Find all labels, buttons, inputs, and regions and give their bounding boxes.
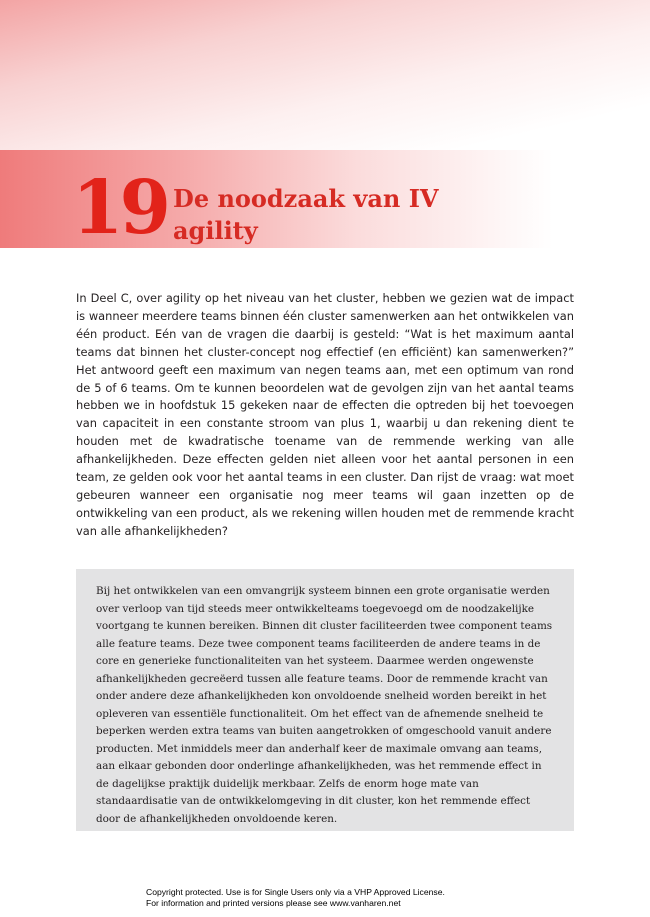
chapter-title	[173, 183, 613, 247]
intro-paragraph: In Deel C, over agility op het niveau van het cluster, hebben we gezien wat de impact is wanneer meerdere teams binnen één cluster samenwerken aan het ontwikkelen van één product. Eén van de vragen die daarbij is gesteld: “Wat is het maximum aantal teams dat binnen het cluster-concept nog effectief (en efficiënt) kan samenwerken?” Het antwoord geeft een maximum van negen teams aan, met een optimum van rond de 5 of 6 teams. Om te kunnen beoordelen wat de gevolgen zijn van het aantal teams hebben we in hoofdstuk 15 gekeken naar de effecten die optreden bij het toevoegen van capaciteit in een constante stroom van plus 1, waarbij u dan rekening dient te houden met de kwadratische toename van de remmende werking van alle afhankelijkheden. Deze effecten gelden niet alleen voor het aantal personen in een team, ze gelden ook voor het aantal teams in een cluster. Dan rijst de vraag: wat moet gebeuren wanneer een organisatie nog meer teams wil gaan inzetten op de ontwikkeling van een product, als we rekening willen houden met de remmende kracht van alle afhankelijkheden?	[76, 291, 574, 538]
footer-line-2: For information and printed versions please see www.vanharen.net	[146, 897, 401, 908]
chapter-title-line-2: agility	[173, 216, 258, 245]
chapter-title-line-1: De noodzaak van IV	[173, 184, 439, 213]
copyright-footer	[146, 887, 626, 908]
case-study-box	[76, 569, 574, 831]
chapter-number: 19	[72, 165, 167, 251]
case-study-text: Bij het ontwikkelen van een omvangrijk systeem binnen een grote organisatie werden over verloop van tijd steeds meer ontwikkelteams toegevoegd om de noodzakelijke voortgang te kunnen bereiken. Binnen dit cluster faciliteerden twee component teams alle feature teams. Deze twee component teams faciliteerden de andere teams in de core en generieke functionaliteiten van het systeem. Daarmee werden ongewenste afhankelijkheden gecreëerd tussen alle feature teams. Door de remmende kracht van onder andere deze afhankelijkheden kon onvoldoende snelheid worden bereikt in het opleveren van essentiële functionaliteit. Om het effect van de afnemende snelheid te beperken werden extra teams van buiten aangetrokken of omgeschoold vanuit andere producten. Met inmiddels meer dan anderhalf keer de maximale omvang aan teams, aan elkaar gebonden door onderlinge afhankelijkheden, was het remmende effect in de dagelijkse praktijk duidelijk merkbaar. Zelfs de enorm hoge mate van standaardisatie van de ontwikkelomgeving in dit cluster, kon het remmende effect door de afhankelijkheden onvoldoende keren.	[96, 585, 553, 825]
footer-line-1: Copyright protected. Use is for Single Users only via a VHP Approved License.	[146, 887, 445, 897]
header-gradient	[0, 0, 650, 150]
